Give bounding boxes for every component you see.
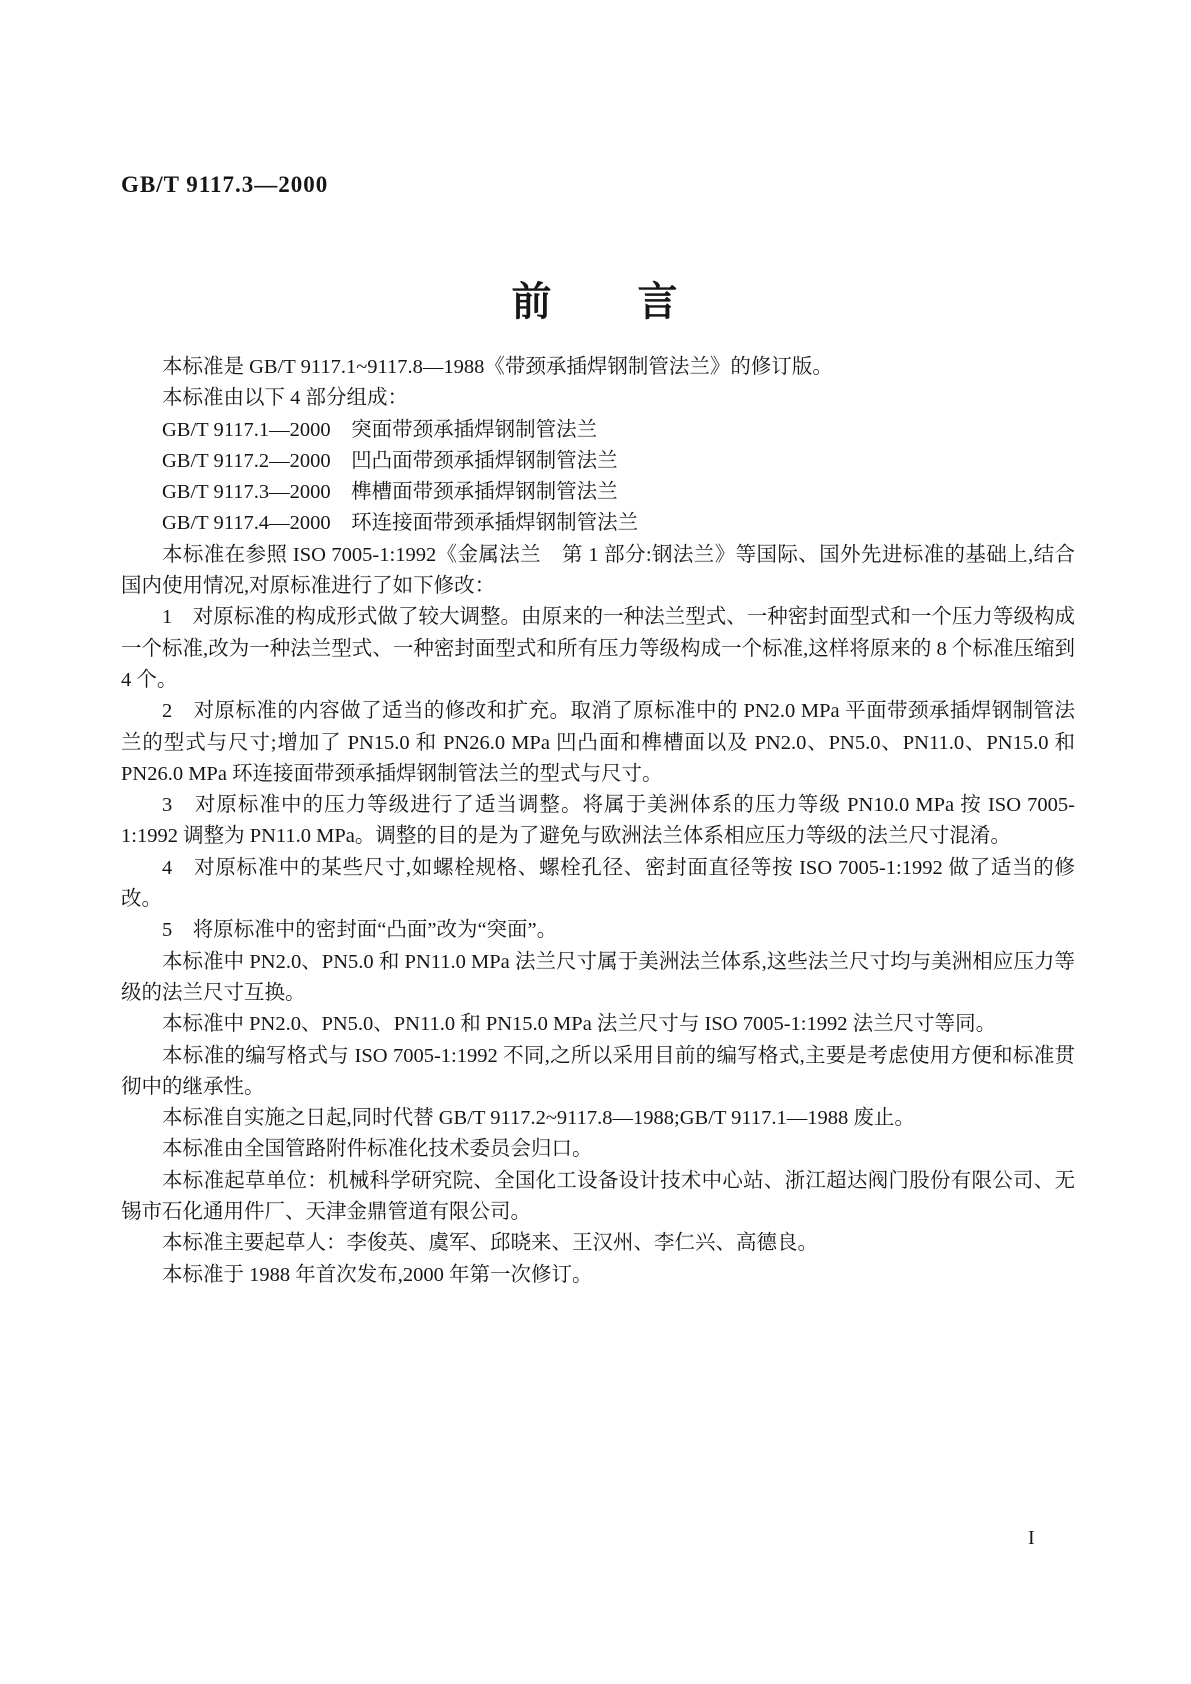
numbered-item-2: 2 对原标准的内容做了适当的修改和扩充。取消了原标准中的 PN2.0 MPa 平面带颈承插焊钢制管法兰的型式与尺寸;增加了 PN15.0 和 PN26.0 MPa 凹凸面和榫槽面以及 PN2.0、PN5.0、PN11.0、PN15.0 和 PN26.0 MPa 环连接面带颈承插焊钢制管法兰的型式与尺寸。 [121, 700, 1075, 785]
paragraph-american-system: 本标准中 PN2.0、PN5.0 和 PN11.0 MPa 法兰尺寸属于美洲法兰体系,这些法兰尺寸均与美洲相应压力等级的法兰尺寸互换。 [121, 950, 1075, 1004]
numbered-item-1: 1 对原标准的构成形式做了较大调整。由原来的一种法兰型式、一种密封面型式和一个压力等级构成一个标准,改为一种法兰型式、一种密封面型式和所有压力等级构成一个标准,这样将原来的 8 个标准压缩到 4 个。 [121, 606, 1075, 691]
paragraph-format-note: 本标准的编写格式与 ISO 7005-1:1992 不同,之所以采用目前的编写格式,主要是考虑使用方便和标准贯彻中的继承性。 [121, 1044, 1075, 1098]
numbered-item-3: 3 对原标准中的压力等级进行了适当调整。将属于美洲体系的压力等级 PN10.0 MPa 按 ISO 7005-1:1992 调整为 PN11.0 MPa。调整的目的是为了避免与欧洲法兰体系相应压力等级的法兰尺寸混淆。 [121, 794, 1075, 848]
paragraph-iso-reference: 本标准在参照 ISO 7005-1:1992《金属法兰 第 1 部分:钢法兰》等国际、国外先进标准的基础上,结合国内使用情况,对原标准进行了如下修改： [121, 543, 1075, 598]
list-item-part-4: GB/T 9117.4—2000 环连接面带颈承插焊钢制管法兰 [162, 512, 639, 535]
document-body [121, 352, 1075, 1291]
list-item-part-2: GB/T 9117.2—2000 凹凸面带颈承插焊钢制管法兰 [162, 449, 618, 472]
numbered-item-4: 4 对原标准中的某些尺寸,如螺栓规格、螺栓孔径、密封面直径等按 ISO 7005-1:1992 做了适当的修改。 [121, 856, 1075, 911]
paragraph-committee: 本标准由全国管路附件标准化技术委员会归口。 [162, 1138, 593, 1161]
paragraph-iso-equivalence: 本标准中 PN2.0、PN5.0、PN11.0 和 PN15.0 MPa 法兰尺寸与 ISO 7005-1:1992 法兰尺寸等同。 [162, 1013, 997, 1036]
paragraph-parts-intro: 本标准由以下 4 部分组成： [162, 387, 408, 410]
paragraph-drafting-orgs: 本标准起草单位：机械科学研究院、全国化工设备设计技术中心站、浙江超达阀门股份有限公司、无锡市石化通用件厂、天津金鼎管道有限公司。 [121, 1169, 1075, 1224]
paragraph-history: 本标准于 1988 年首次发布,2000 年第一次修订。 [162, 1263, 593, 1286]
paragraph-drafters: 本标准主要起草人：李俊英、虞军、邱晓来、王汉州、李仁兴、高德良。 [162, 1232, 818, 1255]
numbered-item-5: 5 将原标准中的密封面“凸面”改为“突面”。 [162, 919, 558, 942]
paragraph-revision-note: 本标准是 GB/T 9117.1~9117.8—1988《带颈承插焊钢制管法兰》的修订版。 [162, 356, 833, 378]
page-title: 前 言 [511, 279, 680, 324]
standard-number: GB/T 9117.3—2000 [121, 172, 329, 197]
paragraph-replacement: 本标准自实施之日起,同时代替 GB/T 9117.2~9117.8—1988;GB/T 9117.1—1988 废止。 [162, 1107, 915, 1130]
page-number: I [1028, 1527, 1035, 1549]
list-item-part-3: GB/T 9117.3—2000 榫槽面带颈承插焊钢制管法兰 [162, 481, 618, 504]
list-item-part-1: GB/T 9117.1—2000 突面带颈承插焊钢制管法兰 [162, 418, 598, 441]
